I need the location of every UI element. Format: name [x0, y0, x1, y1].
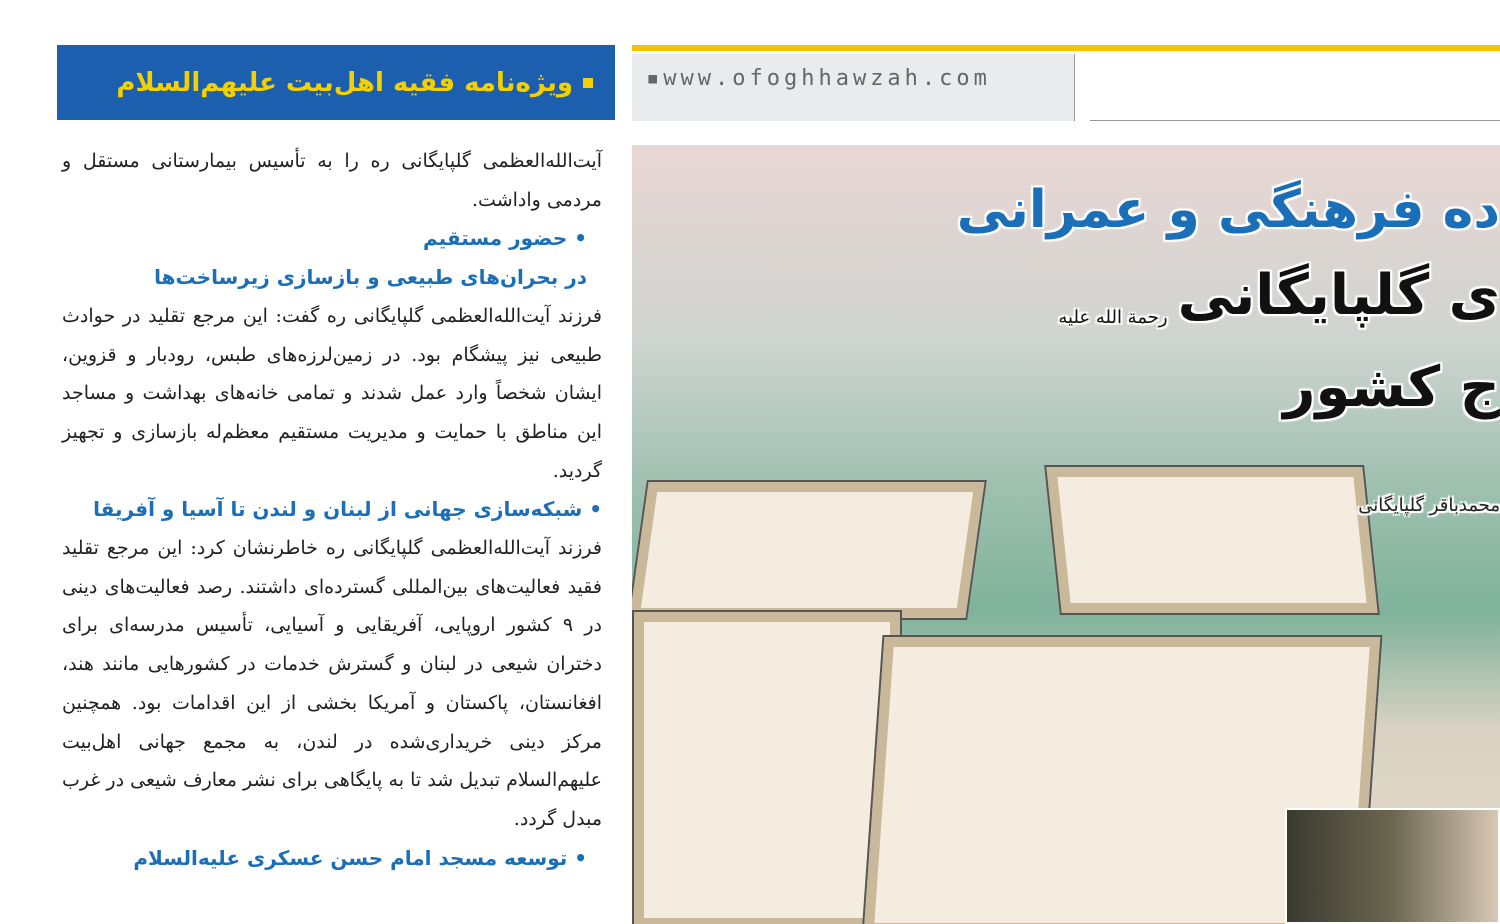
- open-book: [632, 480, 987, 620]
- website-url-text: www.ofoghhawzah.com: [663, 66, 991, 91]
- byline: محمدباقر گلپایگانی: [1358, 495, 1500, 516]
- open-book: [632, 610, 902, 924]
- headline-line-2-text: ی گلپایگانی: [1177, 263, 1500, 328]
- divider: [1090, 120, 1500, 121]
- paragraph: فرزند آیت‌الله‌العظمی گلپایگانی ره خاطرنشان کرد: این مرجع تقلید فقید فعالیت‌های بین‌المللی گسترده‌ای داشتند. رصد فعالیت‌های دینی در ۹ کشور اروپایی، آفریقایی و آسیایی، تأسیس مدرسه‌ای برای دختران شیعی در لبنان و گسترش خدمات در کشورهایی مانند هند، افغانستان، پاکستان و آمریکا بخشی از این اقدامات بود. همچنین مرکز دینی خریداری‌شده در لندن، به مجمع جهانی اهل‌بیت علیهم‌السلام تبدیل شد تا به پایگاهی برای نشر معارف شیعی در غرب مبدل گردد.: [62, 537, 602, 830]
- subheading: • حضور مستقیم: [422, 226, 587, 251]
- subheading: • توسعه مسجد امام حسن عسکری علیه‌السلام: [133, 845, 587, 870]
- open-book: [1044, 465, 1380, 615]
- subheading: • شبکه‌سازی جهانی از لبنان و لندن تا آسیا و آفریقا: [93, 497, 602, 522]
- website-url: ▪www.ofoghhawzah.com: [632, 54, 1075, 121]
- article-column: [62, 142, 602, 877]
- portrait-photo: [1285, 808, 1500, 924]
- bullet-square-icon: [583, 78, 593, 88]
- paragraph: آیت‌الله‌العظمی گلپایگانی ره را به تأسیس بیمارستانی مستقل و مردمی واداشت.: [62, 150, 602, 211]
- section-header-title: ویژه‌نامه فقیه اهل‌بیت علیهم‌السلام: [116, 67, 573, 98]
- section-header: [57, 45, 615, 120]
- headline-line-1: ده فرهنگی و عمرانی: [956, 180, 1500, 240]
- paragraph: فرزند آیت‌الله‌العظمی گلپایگانی ره گفت: این مرجع تقلید در حوادث طبیعی نیز پیشگام بود. در زمین‌لرزه‌های طبس، رودبار و قزوین، ایشان شخصاً وارد عمل شدند و تمامی خانه‌های بهداشت و مساجد این مناطق با حمایت و مدیریت مستقیم معظم‌له بازسازی و تجهیز گردید.: [62, 304, 602, 482]
- manuscript-exhibit-photo: [632, 145, 1500, 924]
- headline-line-3: ج کشور: [1283, 355, 1500, 420]
- headline-line-2: [1058, 263, 1500, 328]
- honorific: رحمة الله علیه: [1058, 307, 1168, 328]
- top-accent-bar: [632, 45, 1500, 51]
- subheading: در بحران‌های طبیعی و بازسازی زیرساخت‌ها: [154, 265, 587, 290]
